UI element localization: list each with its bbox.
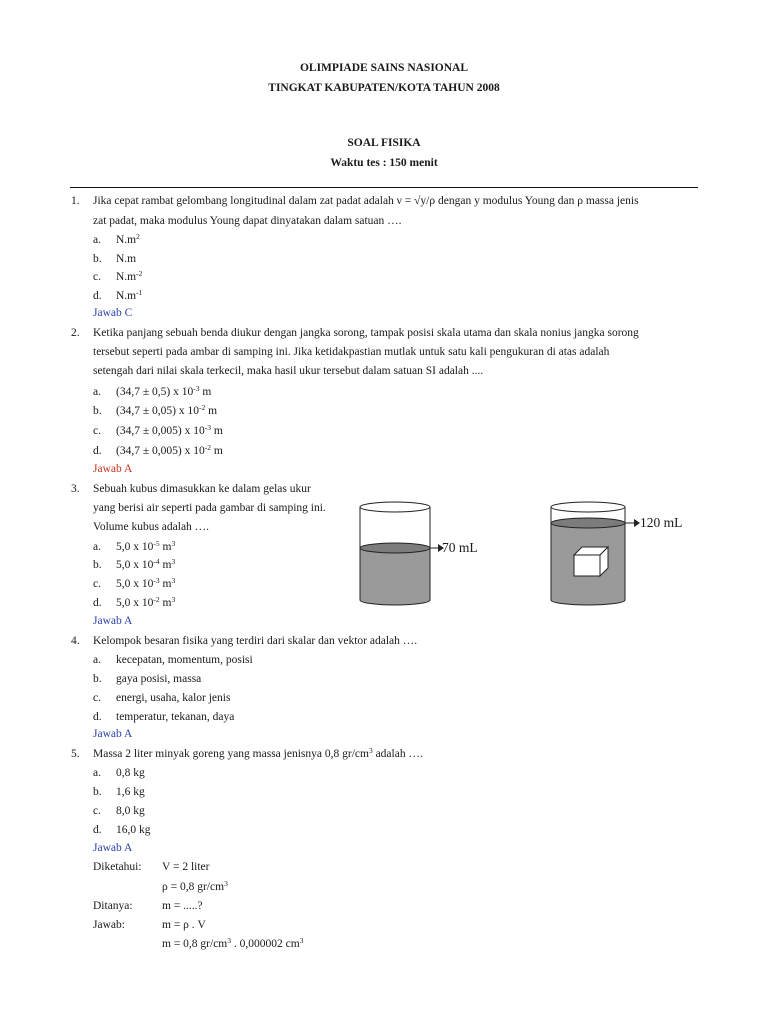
option-text: N.m <box>116 253 137 265</box>
solution-asked: m = .....? <box>162 900 203 912</box>
option-text: 1,6 kg <box>116 786 145 798</box>
option-letter: d. <box>93 824 102 836</box>
option-text: temperatur, tekanan, daya <box>116 711 235 723</box>
solution-known-label: Diketahui: <box>93 861 142 873</box>
question-text: Massa 2 liter minyak goreng yang massa jenisnya 0,8 $gr/cm^3$ adalah …. <box>93 746 423 760</box>
answer-key: Jawab C <box>93 307 133 319</box>
question-number: 4. <box>71 635 80 647</box>
option-letter: a. <box>93 234 101 246</box>
question-text: setengah dari nilai skala terkecil, maka hasil ukur tersebut dalam satuan SI adalah .... <box>93 365 484 377</box>
option-letter: b. <box>93 786 102 798</box>
measuring-cylinders-figure <box>350 492 768 614</box>
option-text: 8,0 kg <box>116 805 145 817</box>
solution-answer-label: Jawab: <box>93 919 125 931</box>
exam-title: OLIMPIADE SAINS NASIONAL <box>299 62 469 74</box>
exam-level: TINGKAT KABUPATEN/KOTA TAHUN 2008 <box>268 82 500 94</box>
option-letter: a. <box>93 541 101 553</box>
option-text: (34,7 ± 0,05) x $10^{-2}$ m <box>116 403 218 417</box>
option-text: energi, usaha, kalor jenis <box>116 692 231 704</box>
cube-icon <box>574 547 608 576</box>
question-number: 1. <box>71 195 80 207</box>
option-text: kecepatan, momentum, posisi <box>116 654 253 666</box>
answer-key: Jawab A <box>93 463 133 475</box>
question-text: Sebuah kubus dimasukkan ke dalam gelas ukur <box>93 483 311 495</box>
solution-known-density: ρ = 0,8 $gr/cm^3$ <box>162 879 228 893</box>
option-letter: c. <box>93 692 101 704</box>
option-text: $N.m^{-1}$ <box>116 288 143 302</box>
question-number: 3. <box>71 483 80 495</box>
solution-formula: m = ρ . V <box>162 919 206 931</box>
option-letter: a. <box>93 767 101 779</box>
option-text: 5,0 x $10^{-2}$ $m^3$ <box>116 595 176 609</box>
option-letter: a. <box>93 654 101 666</box>
option-text: (34,7 ± 0,005) x $10^{-3}$ m <box>116 423 223 437</box>
volume-label-after: 120 mL <box>640 515 683 530</box>
cylinder-after <box>551 502 625 605</box>
question-text: yang berisi air seperti pada gambar di samping ini. <box>93 502 326 514</box>
question-number: 2. <box>71 327 80 339</box>
option-text: (34,7 ± 0,005) x $10^{-2}$ m <box>116 443 223 457</box>
subject-title: SOAL FISIKA <box>347 137 421 149</box>
level-arrow-right <box>625 519 640 527</box>
question-text: Volume kubus adalah …. <box>93 521 210 533</box>
option-letter: c. <box>93 805 101 817</box>
question-text: Jika cepat rambat gelombang longitudinal dalam zat padat adalah ν = √y/ρ dengan y modulus Young dan ρ massa jenis <box>93 195 639 207</box>
question-text: Kelompok besaran fisika yang terdiri dari skalar dan vektor adalah …. <box>93 635 418 647</box>
header-divider <box>70 187 698 188</box>
question-text: tersebut seperti pada ambar di samping ini. Jika ketidakpastian mutlak untuk satu kali pengukuran di atas adalah <box>93 346 610 358</box>
option-letter: b. <box>93 673 102 685</box>
answer-key: Jawab A <box>93 615 133 627</box>
option-letter: b. <box>93 559 102 571</box>
option-letter: c. <box>93 271 101 283</box>
option-letter: b. <box>93 253 102 265</box>
option-letter: b. <box>93 405 102 417</box>
option-letter: d. <box>93 445 102 457</box>
option-text: 5,0 x $10^{-5}$ $m^3$ <box>116 539 176 553</box>
solution-asked-label: Ditanya: <box>93 900 133 912</box>
answer-key: Jawab A <box>93 842 133 854</box>
cylinder-before <box>360 502 430 605</box>
test-duration: Waktu tes : 150 menit <box>330 157 438 169</box>
option-letter: c. <box>93 578 101 590</box>
option-letter: c. <box>93 425 101 437</box>
answer-key: Jawab A <box>93 728 133 740</box>
option-text: gaya posisi, massa <box>116 673 202 685</box>
option-text: $N.m^{-2}$ <box>116 269 143 283</box>
option-text: (34,7 ± 0,5) x $10^{-3}$ m <box>116 384 212 398</box>
solution-calculation: m = 0,8 $gr/cm^3$ . 0,000002 $cm^3$ <box>162 936 304 950</box>
option-text: 0,8 kg <box>116 767 145 779</box>
option-text: 16,0 kg <box>116 824 151 836</box>
option-letter: d. <box>93 597 102 609</box>
question-text: zat padat, maka modulus Young dapat dinyatakan dalam satuan …. <box>93 215 402 227</box>
question-text: Ketika panjang sebuah benda diukur dengan jangka sorong, tampak posisi skala utama dan skala nonius jangka sorong <box>93 327 639 339</box>
volume-label-before: 70 mL <box>442 540 478 555</box>
option-text: 5,0 x $10^{-3}$ $m^3$ <box>116 576 176 590</box>
question-number: 5. <box>71 748 80 760</box>
option-letter: d. <box>93 711 102 723</box>
option-letter: a. <box>93 386 101 398</box>
option-text: $N.m^2$ <box>116 232 140 246</box>
solution-known-volume: V = 2 liter <box>162 861 210 873</box>
option-letter: d. <box>93 290 102 302</box>
option-text: 5,0 x $10^{-4}$ $m^3$ <box>116 557 176 571</box>
